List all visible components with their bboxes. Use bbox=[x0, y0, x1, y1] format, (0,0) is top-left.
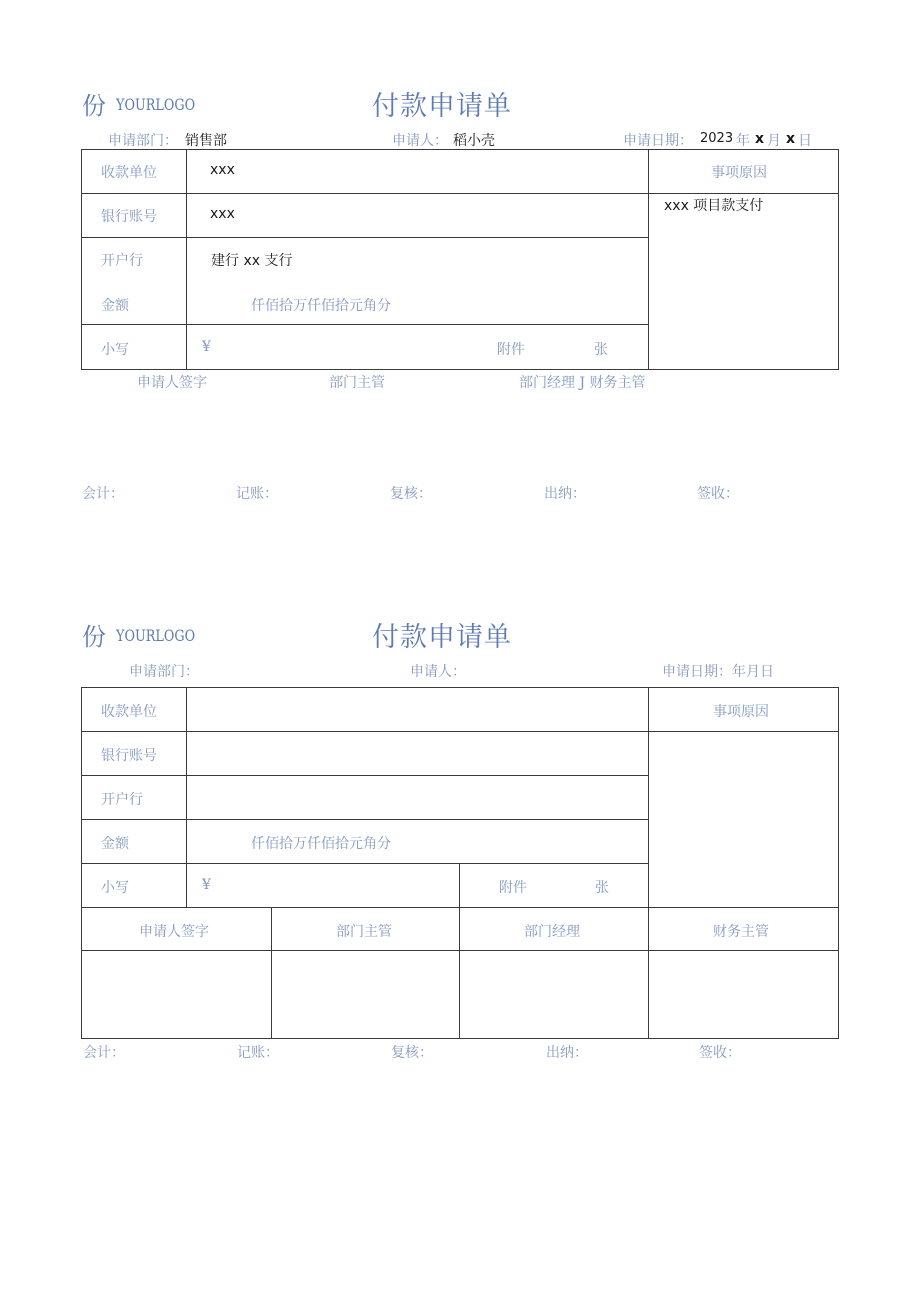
date-year-unit: 年 bbox=[736, 133, 750, 149]
yen-sign: ¥ bbox=[202, 877, 211, 893]
date-month-unit: 月 bbox=[767, 133, 781, 149]
table-border-left bbox=[81, 687, 82, 1039]
accountant-label: 会计： bbox=[82, 486, 124, 502]
bookkeeping-label: 记账： bbox=[237, 1045, 279, 1061]
dept-value: 销售部 bbox=[185, 133, 227, 149]
sheets-label: 张 bbox=[595, 880, 609, 896]
sig-dept-head-label: 部门主管 bbox=[336, 924, 392, 940]
reason-value: xxx 项目款支付 bbox=[664, 198, 764, 214]
accountant-label: 会计： bbox=[83, 1045, 125, 1061]
logo-icon: 份 bbox=[82, 623, 106, 651]
review-label: 复核： bbox=[390, 486, 432, 502]
table-line bbox=[81, 324, 648, 325]
table-line bbox=[81, 950, 839, 951]
sig-applicant-label: 申请人签字 bbox=[139, 924, 209, 940]
logo-text: YOURLOGO bbox=[116, 95, 196, 114]
applicant-label: 申请人： bbox=[392, 133, 448, 149]
form-title: 付款申请单 bbox=[372, 91, 512, 122]
review-label: 复核： bbox=[391, 1045, 433, 1061]
logo-icon: 份 bbox=[82, 92, 106, 120]
table-line bbox=[459, 863, 460, 1039]
bookkeeping-label: 记账： bbox=[236, 486, 278, 502]
receipt-label: 签收： bbox=[699, 1045, 741, 1061]
table-line bbox=[648, 149, 649, 370]
payee-label: 收款单位 bbox=[101, 165, 157, 181]
sig-dept-manager-label: 部门经理 bbox=[524, 924, 580, 940]
amount-units: 仟佰拾万仟佰拾元角分 bbox=[251, 836, 391, 852]
yen-sign: ¥ bbox=[202, 339, 211, 355]
bank-label: 开户行 bbox=[101, 253, 143, 269]
amount-units: 仟佰拾万仟佰拾元角分 bbox=[251, 298, 391, 314]
applicant-label: 申请人： bbox=[410, 664, 466, 680]
date-year: 2023 bbox=[700, 131, 734, 146]
account-label: 银行账号 bbox=[101, 748, 157, 764]
table-line bbox=[81, 775, 648, 776]
table-line bbox=[81, 819, 648, 820]
table-border-left bbox=[81, 149, 82, 370]
date-label: 申请日期： bbox=[623, 133, 693, 149]
table-border-right bbox=[838, 149, 839, 370]
sig-applicant-label: 申请人签字 bbox=[137, 375, 207, 391]
dept-label: 申请部门： bbox=[108, 133, 178, 149]
amount-label: 金额 bbox=[101, 836, 129, 852]
receipt-label: 签收： bbox=[697, 486, 739, 502]
account-value: xxx bbox=[210, 206, 235, 222]
small-amount-label: 小写 bbox=[101, 880, 129, 896]
table-border-top bbox=[81, 687, 839, 688]
form-title: 付款申请单 bbox=[372, 622, 512, 653]
small-amount-label: 小写 bbox=[101, 342, 129, 358]
sig-finance-label: 财务主管 bbox=[713, 924, 769, 940]
cashier-label: 出纳： bbox=[544, 486, 586, 502]
date-label: 申请日期：年月日 bbox=[662, 664, 774, 680]
applicant-value: 稻小壳 bbox=[453, 133, 495, 149]
account-label: 银行账号 bbox=[101, 209, 157, 225]
bank-label: 开户行 bbox=[101, 792, 143, 808]
table-border-top bbox=[81, 149, 839, 150]
date-month: x bbox=[755, 131, 765, 147]
sheets-label: 张 bbox=[594, 342, 608, 358]
payee-value: xxx bbox=[210, 162, 235, 178]
table-border-bottom bbox=[81, 1038, 839, 1039]
logo-text: YOURLOGO bbox=[116, 626, 196, 645]
table-line bbox=[271, 907, 272, 1039]
reason-label: 事项原因 bbox=[713, 704, 769, 720]
sig-dept-manager-label: 部门经理 J 财务主管 bbox=[519, 375, 646, 391]
table-border-right bbox=[838, 687, 839, 1039]
amount-label: 金额 bbox=[101, 298, 129, 314]
attachment-label: 附件 bbox=[497, 342, 525, 358]
table-line bbox=[81, 731, 839, 732]
cashier-label: 出纳： bbox=[546, 1045, 588, 1061]
payee-label: 收款单位 bbox=[101, 704, 157, 720]
reason-label: 事项原因 bbox=[711, 165, 767, 181]
date-day-unit: 日 bbox=[798, 133, 812, 149]
table-line bbox=[648, 687, 649, 1039]
sig-dept-head-label: 部门主管 bbox=[329, 375, 385, 391]
table-line bbox=[81, 237, 648, 238]
table-border-bottom bbox=[81, 369, 839, 370]
dept-label: 申请部门： bbox=[129, 664, 199, 680]
table-line bbox=[186, 149, 187, 370]
date-day: x bbox=[786, 131, 796, 147]
bank-value: 建行 xx 支行 bbox=[211, 253, 293, 269]
attachment-label: 附件 bbox=[499, 880, 527, 896]
table-line bbox=[81, 193, 839, 194]
table-line bbox=[81, 863, 648, 864]
table-line bbox=[186, 687, 187, 908]
table-line bbox=[81, 907, 839, 908]
